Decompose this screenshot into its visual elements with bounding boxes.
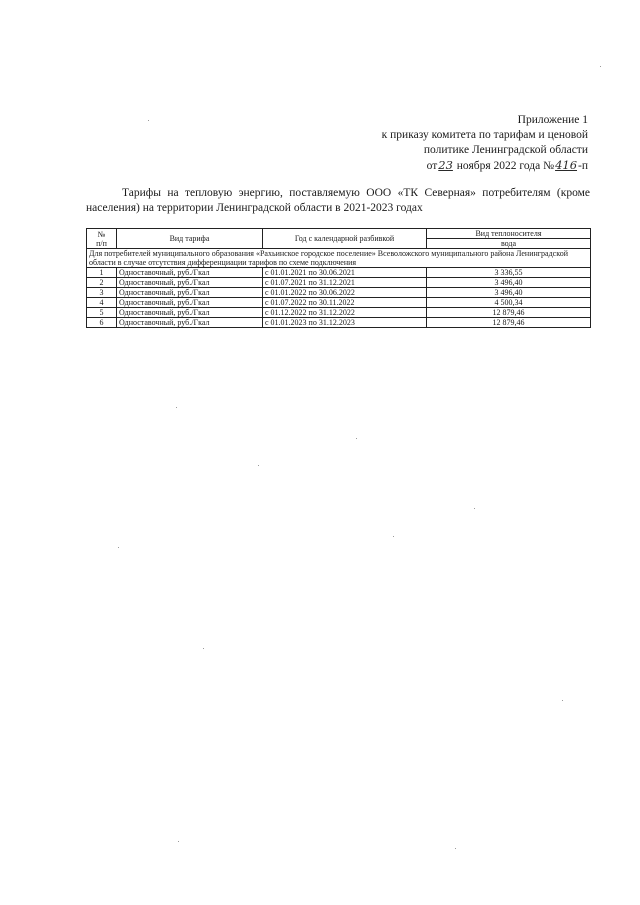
header-water: вода — [427, 239, 591, 249]
scan-speck — [600, 66, 601, 67]
row-num: 6 — [87, 318, 117, 328]
tariff-table — [86, 228, 591, 328]
appendix-order-ref: к приказу комитета по тарифам и ценовой — [381, 129, 588, 141]
scan-speck — [148, 120, 149, 121]
table-row — [87, 278, 591, 288]
scan-speck — [178, 841, 179, 842]
table-row — [87, 268, 591, 278]
date-suffix: -п — [578, 160, 588, 172]
row-tariff-type: Одноставочный, руб./Гкал — [117, 298, 263, 308]
row-num: 5 — [87, 308, 117, 318]
header-num-bottom: п/п — [96, 238, 107, 248]
scan-speck — [455, 848, 456, 849]
row-value: 12 879,46 — [427, 308, 591, 318]
row-tariff-type: Одноставочный, руб./Гкал — [117, 308, 263, 318]
appendix-block — [382, 113, 588, 174]
row-num: 1 — [87, 268, 117, 278]
header-carrier: Вид теплоносителя — [427, 229, 591, 239]
row-tariff-type: Одноставочный, руб./Гкал — [117, 288, 263, 298]
row-period: с 01.07.2022 по 30.11.2022 — [263, 298, 427, 308]
date-middle: ноября 2022 года № — [453, 160, 555, 172]
row-value: 3 496,40 — [427, 288, 591, 298]
table-row — [87, 318, 591, 328]
row-tariff-type: Одноставочный, руб./Гкал — [117, 268, 263, 278]
scan-speck — [176, 407, 177, 408]
appendix-title: Приложение 1 — [517, 114, 588, 126]
document-title: Тарифы на тепловую энергию, поставляемую ООО «ТК Северная» потребителям (кроме населения) на территории Ленинградской области в 2021-2023 годах — [86, 187, 590, 214]
table-group-row — [87, 249, 591, 268]
row-period: с 01.01.2021 по 30.06.2021 — [263, 268, 427, 278]
scan-speck — [393, 536, 394, 537]
appendix-date-line — [382, 158, 588, 174]
scan-speck — [258, 465, 259, 466]
date-prefix: от — [426, 160, 438, 172]
row-period: с 01.01.2023 по 31.12.2023 — [263, 318, 427, 328]
appendix-committee: политике Ленинградской области — [423, 144, 588, 156]
header-num — [87, 229, 117, 249]
row-period: с 01.07.2021 по 31.12.2021 — [263, 278, 427, 288]
row-tariff-type: Одноставочный, руб./Гкал — [117, 318, 263, 328]
scan-speck — [356, 438, 357, 439]
table-row — [87, 298, 591, 308]
scan-speck — [203, 648, 204, 649]
header-tariff-type: Вид тарифа — [117, 229, 263, 249]
header-num-top: № — [97, 229, 106, 239]
row-num: 3 — [87, 288, 117, 298]
scan-speck — [474, 508, 475, 509]
group-label: Для потребителей муниципального образования «Рахьинское городское поселение» Всеволожского муниципального района Ленинградской области в случае отсутствия дифференциации тарифов по схеме подключения — [87, 249, 591, 268]
header-year: Год с календарной разбивкой — [263, 229, 427, 249]
handwritten-day: 23 — [438, 158, 453, 172]
row-value: 4 500,34 — [427, 298, 591, 308]
table-row — [87, 288, 591, 298]
row-num: 2 — [87, 278, 117, 288]
scan-speck — [118, 547, 119, 548]
row-tariff-type: Одноставочный, руб./Гкал — [117, 278, 263, 288]
row-value: 3 496,40 — [427, 278, 591, 288]
table-row — [87, 308, 591, 318]
handwritten-number: 416 — [555, 158, 578, 172]
row-value: 3 336,55 — [427, 268, 591, 278]
row-value: 12 879,46 — [427, 318, 591, 328]
row-num: 4 — [87, 298, 117, 308]
table-header-row — [87, 229, 591, 239]
row-period: с 01.01.2022 по 30.06.2022 — [263, 288, 427, 298]
row-period: с 01.12.2022 по 31.12.2022 — [263, 308, 427, 318]
scan-speck — [562, 700, 563, 701]
